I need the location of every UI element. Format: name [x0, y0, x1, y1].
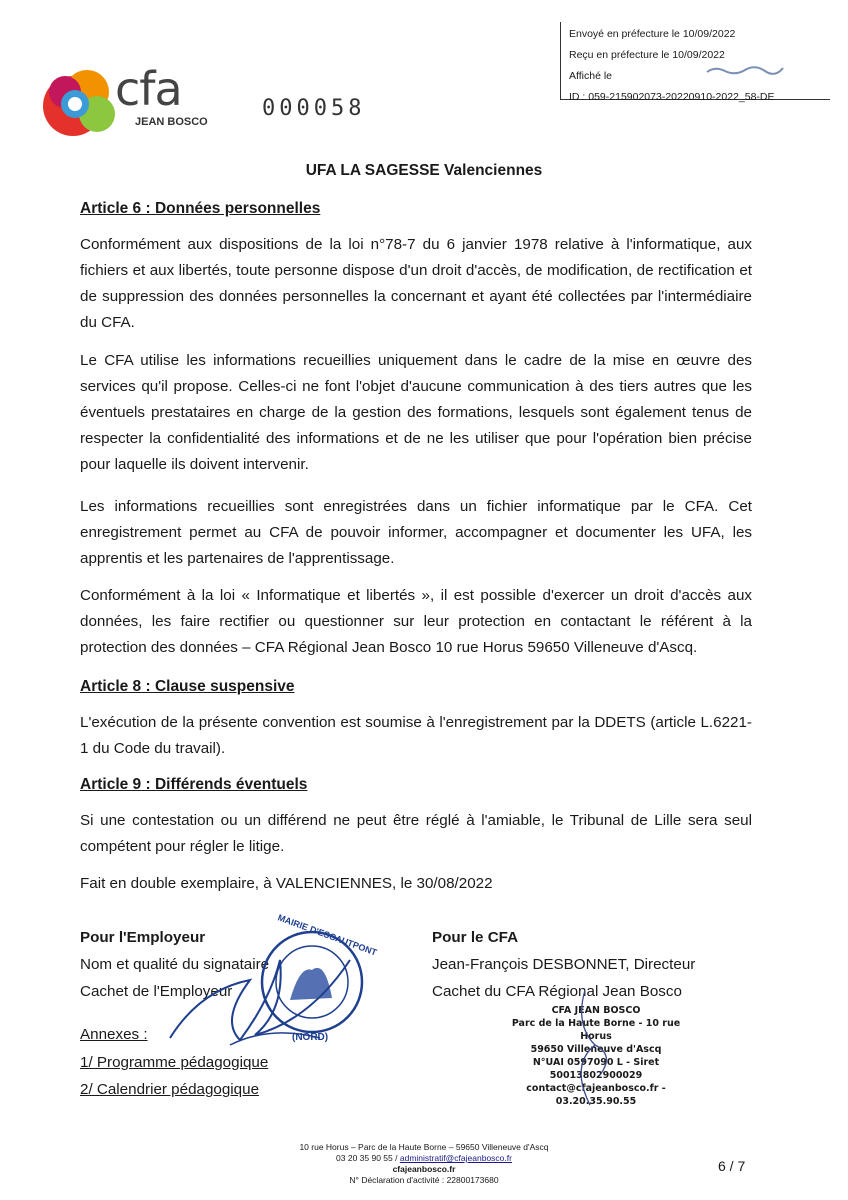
slo-scribble — [705, 64, 785, 78]
closing-line: Fait en double exemplaire, à VALENCIENNES, le 30/08/2022 — [80, 875, 493, 892]
cfa-stamp-line: N°UAI 0597090 L - Siret 50013802900029 — [532, 1057, 660, 1081]
annex-calendar: 2/ Calendrier pédagogique — [80, 1081, 260, 1098]
cfa-stamp-line: contact@cfajeanbosco.fr - 03.20.35.90.55 — [526, 1083, 666, 1107]
footer-declaration: N° Déclaration d'activité : 22800173680 — [349, 1175, 499, 1185]
annexes-label: Annexes : — [80, 1026, 148, 1043]
article6-paragraph-3: Les informations recueillies sont enregistrées dans un fichier informatique par le CFA. Cet enregistrement permet au CFA de pouvoir informer, accompagner et documenter les UFA, les apprentis et les partenaires de l'apprentissage. — [80, 498, 752, 567]
document-number: 000058 — [262, 96, 366, 121]
page-number: 6 / 7 — [718, 1158, 746, 1174]
footer-website: cfajeanbosco.fr — [392, 1164, 456, 1174]
cfa-logo — [35, 62, 235, 142]
article8-heading: Article 8 : Clause suspensive — [80, 678, 295, 695]
article9-paragraph: Si une contestation ou un différend ne peut être réglé à l'amiable, le Tribunal de Lille sera seul compétent pour régler le litige. — [80, 812, 752, 855]
article6-paragraph-4: Conformément à la loi « Informatique et libertés », il est possible d'exercer un droit d'accès aux données, les faire rectifier ou questionner sur leur protection en contactant le référent à la protection des données – CFA Régional Jean Bosco 10 rue Horus 59650 Villeneuve d'Ascq. — [80, 587, 752, 656]
employer-stamp-text: MAIRIE D'ESCAUTPONT — [276, 912, 379, 958]
logo-text: cfa — [115, 62, 182, 116]
cfa-stamp-label: Cachet du CFA Régional Jean Bosco — [432, 983, 682, 1000]
employer-stamp-bottom: (NORD) — [292, 1032, 329, 1043]
page-title: UFA LA SAGESSE Valenciennes — [305, 162, 543, 179]
cfa-signature — [555, 985, 625, 1110]
article9-heading: Article 9 : Différends éventuels — [80, 776, 308, 793]
article8-paragraph: L'exécution de la présente convention est soumise à l'enregistrement par la DDETS (article L.6221-1 du Code du travail). — [80, 714, 752, 757]
article6-heading: Article 6 : Données personnelles — [80, 200, 321, 217]
footer-address: 10 rue Horus – Parc de la Haute Borne – 59650 Villeneuve d'Ascq — [299, 1142, 549, 1152]
cfa-stamp-line: 59650 Villeneuve d'Ascq — [530, 1044, 662, 1055]
article6-paragraph-1: Conformément aux dispositions de la loi n°78-7 du 6 janvier 1978 relative à l'informatique, aux fichiers et aux libertés, toute personne dispose d'un droit d'accès, de modification, de rectification et de suppression des données personnelles la concernant et ayant été collectées par l'intermédiaire du CFA. — [80, 236, 752, 331]
stamp-id: ID : 059-215902073-20220910-2022_58-DE — [569, 91, 775, 103]
annex-programme: 1/ Programme pédagogique — [80, 1054, 269, 1071]
cfa-heading: Pour le CFA — [432, 929, 519, 946]
stamp-sent: Envoyé en préfecture le 10/09/2022 — [569, 28, 736, 40]
stamp-received: Reçu en préfecture le 10/09/2022 — [569, 49, 725, 61]
logo-subtitle: JEAN BOSCO — [135, 116, 208, 128]
footer-phone: 03 20 35 90 55 / — [336, 1153, 400, 1163]
employer-heading: Pour l'Employeur — [80, 929, 206, 946]
employer-signatory-label: Nom et qualité du signataire — [80, 956, 270, 973]
cfa-stamp-line: CFA JEAN BOSCO — [551, 1005, 641, 1016]
article6-paragraph-2: Le CFA utilise les informations recueillies uniquement dans le cadre de la mise en œuvre des services qu'il propose. Celles-ci ne font l'objet d'aucune communication à des tiers autres que les éventuels prestataires en charge de la gestion des formations, lesquels sont également tenus de respecter la confidentialité des informations et de ne les utiliser que pour l'opération bien précise pour laquelle ils doivent intervenir. — [80, 352, 752, 473]
cfa-stamp-line: Parc de la Haute Borne - 10 rue Horus — [511, 1018, 681, 1042]
cfa-director: Jean-François DESBONNET, Directeur — [432, 956, 696, 973]
footer-email-link[interactable]: administratif@cfajeanbosco.fr — [399, 1153, 512, 1163]
stamp-posted: Affiché le — [569, 70, 612, 82]
employer-stamp-label: Cachet de l'Employeur — [80, 983, 233, 1000]
prefecture-stamp — [560, 22, 830, 103]
